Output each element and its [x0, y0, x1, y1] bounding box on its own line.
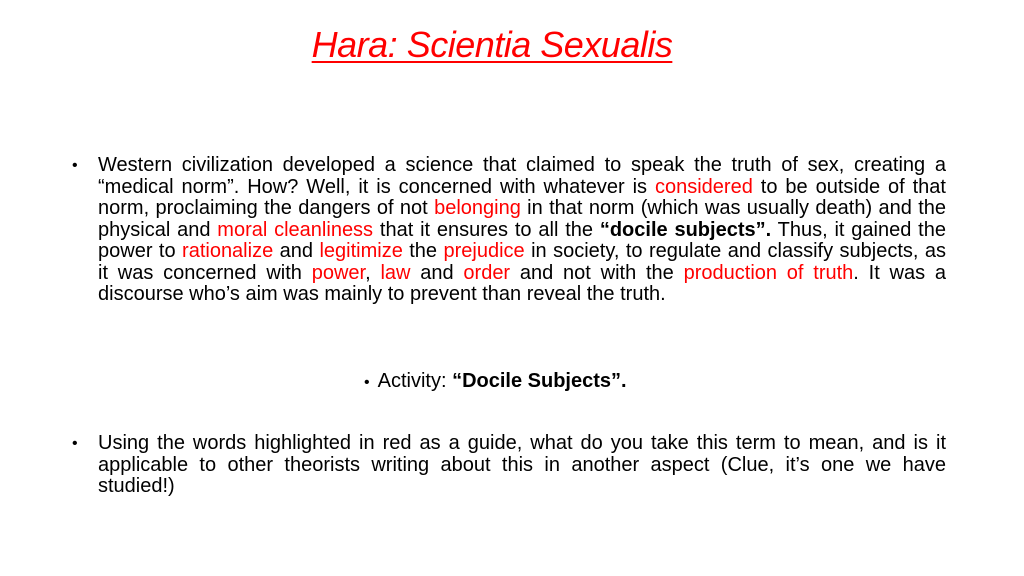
text-run: Western civilization developed a science that claimed to speak the truth of sex, creating a “medical norm”. How? Well, it is concerned with whatever is [98, 154, 946, 198]
highlight-word: legitimize [319, 240, 403, 262]
highlight-word: belonging [434, 197, 521, 219]
highlight-word: production of truth [683, 261, 854, 284]
text-run: in society, to regulate and classify subjects, as it was concerned with [98, 240, 947, 284]
text-run: and not with the [510, 261, 684, 284]
text-run: and [410, 261, 464, 284]
highlight-word: rationalize [182, 240, 274, 262]
slide-title: Hara: Scientia Sexualis [311, 24, 673, 65]
bullet-1-text [98, 155, 946, 306]
text-run: , [365, 261, 381, 284]
activity-bullet [364, 369, 627, 395]
bullet-icon: • [364, 374, 370, 391]
text-run: and [273, 240, 320, 262]
text-run: to be outside of that norm, proclaiming the dangers of not [98, 175, 946, 219]
activity-title: “Docile Subjects”. [452, 370, 627, 392]
highlight-word: considered [654, 175, 753, 198]
bullet-paragraph-3 [72, 433, 946, 498]
text-run: the [402, 240, 444, 262]
highlight-word: power [311, 261, 366, 284]
text-run: Thus, it gained the power to [98, 218, 946, 262]
bullet-paragraph-1 [72, 155, 946, 306]
activity-label: Activity: [377, 370, 453, 392]
bold-term: “docile subjects”. [599, 218, 772, 241]
bullet-3-text: Using the words highlighted in red as a guide, what do you take this term to mean, and is it applicable to other theorists writing about this in another aspect (Clue, it’s one we have studied!) [98, 432, 946, 497]
bullet-icon: • [72, 157, 78, 174]
text-run: in that norm (which was usually death) and the physical and [98, 197, 946, 241]
highlight-word: prejudice [443, 240, 525, 262]
highlight-word: moral cleanliness [217, 218, 374, 241]
text-run: that it ensures to all the [373, 218, 600, 241]
bullet-icon: • [72, 435, 78, 452]
text-run: . It was a discourse who’s aim was mainly to prevent than reveal the truth. [98, 261, 947, 305]
highlight-word: law [380, 261, 411, 284]
highlight-word: order [463, 261, 511, 284]
